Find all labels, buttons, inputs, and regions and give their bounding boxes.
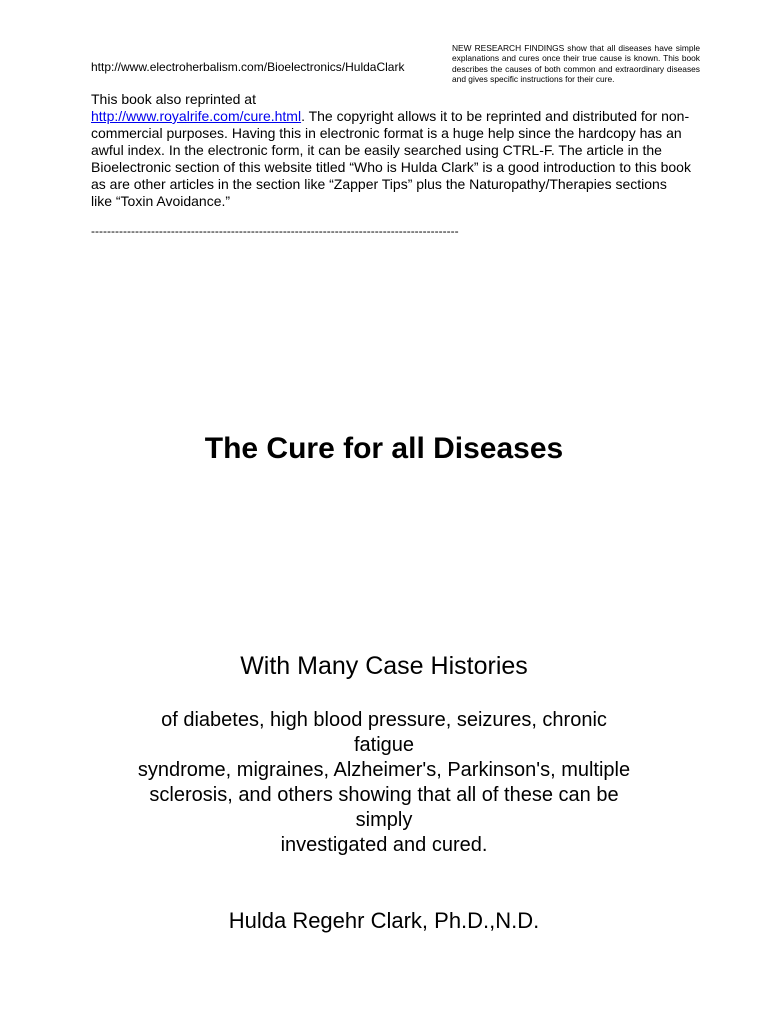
author-name: Hulda Regehr Clark, Ph.D.,N.D. (228, 908, 540, 933)
reprint-intro: This book also reprinted at (91, 91, 256, 107)
reprint-body: . The copyright allows it to be reprinted and distributed for non-commercial purposes. Having this in electronic format is a huge help since the hardcopy has an awful index. In the electronic form, it can be easily searched using CTRL-F. The article in the Bioelectronic section of this website titled “Who is Hulda Clark” is a good introduction to this book as are other articles in the section like “Zapper Tips” plus the Naturopathy/Therapies sections like “Toxin Avoidance.” (91, 108, 691, 209)
royalrife-link[interactable]: http://www.royalrife.com/cure.html (91, 108, 302, 124)
research-findings-blurb: NEW RESEARCH FINDINGS show that all diseases have simple explanations and cures once their true cause is known. This book describes the causes of both common and extraordinary diseases and gives specific instructions for their cure. (452, 43, 700, 85)
description-line: simply (355, 809, 413, 831)
book-description (84, 708, 684, 858)
dashed-divider: -------------------------------------------------------------------------------------------- (91, 224, 459, 238)
description-line: of diabetes, high blood pressure, seizures, chronic (161, 709, 607, 731)
description-line: sclerosis, and others showing that all of these can be (149, 784, 619, 806)
book-title: The Cure for all Diseases (204, 432, 564, 465)
description-line: investigated and cured. (280, 834, 488, 856)
reprint-notice (91, 91, 691, 210)
description-line: fatigue (353, 734, 415, 756)
header-url: http://www.electroherbalism.com/Bioelectronics/HuldaClark (91, 60, 405, 74)
book-subtitle: With Many Case Histories (240, 652, 528, 680)
description-line: syndrome, migraines, Alzheimer's, Parkinson's, multiple (137, 759, 631, 781)
